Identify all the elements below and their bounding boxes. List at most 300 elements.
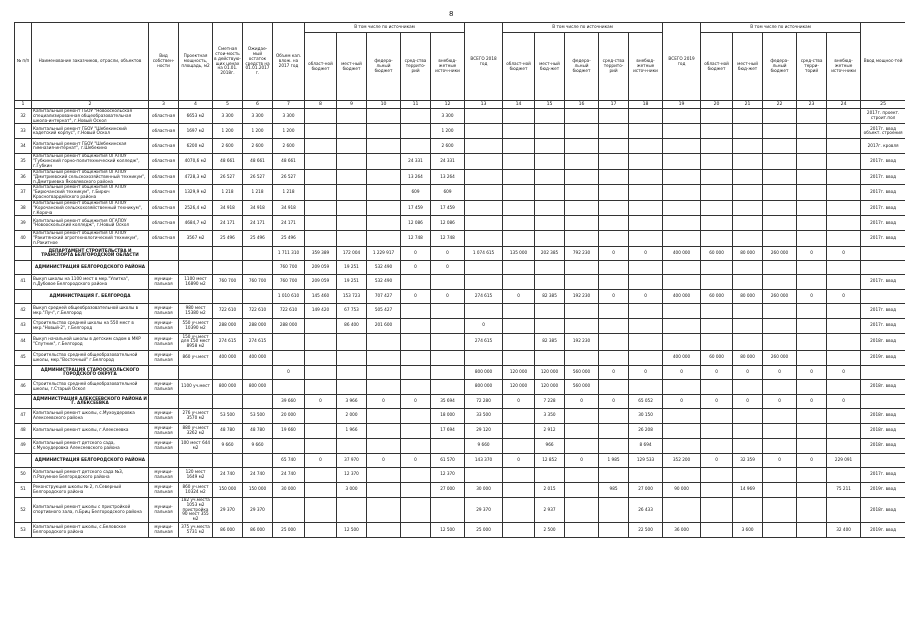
table-cell (337, 154, 367, 169)
table-cell: 0 (663, 365, 701, 379)
table-cell: 2017г. ввод (861, 154, 905, 169)
table-cell (535, 200, 565, 215)
table-cell (213, 394, 243, 408)
table-cell: 47 (15, 408, 32, 423)
table-cell (431, 365, 465, 379)
column-number: 2 (32, 101, 149, 109)
table-cell: 22 500 (629, 523, 663, 538)
table-cell: 39 (15, 216, 32, 231)
table-cell: 0 (663, 394, 701, 408)
table-cell (337, 333, 367, 350)
table-cell (599, 139, 629, 154)
table-cell (305, 497, 337, 522)
table-cell: 2017г. ввод (861, 303, 905, 318)
table-cell (305, 139, 337, 154)
table-cell (763, 467, 797, 482)
table-cell: муници-пальная (149, 497, 179, 522)
object-name-cell: Капитальный ремонт школы, г.Алексеевка (32, 423, 149, 438)
table-row (15, 154, 905, 169)
table-cell: 2 600 (273, 139, 305, 154)
col-num-header: № п/п (15, 23, 32, 101)
table-row (15, 231, 905, 246)
table-cell (367, 231, 401, 246)
table-cell: 0 (599, 246, 629, 260)
table-cell: 120 000 (503, 379, 535, 394)
table-cell (733, 467, 763, 482)
table-cell (337, 350, 367, 365)
table-cell (305, 169, 337, 184)
table-cell: 44 (15, 333, 32, 350)
object-name-cell: Капитальный ремонт ГБОУ "Шебекинская гимназия-интернат", г.Шебекино (32, 139, 149, 154)
object-name-cell: ДЕПАРТАМЕНТ СТРОИТЕЛЬСТВА И ТРАНСПОРТА БЕЛГОРОДСКОЙ ОБЛАСТИ (32, 246, 149, 260)
table-cell (503, 185, 535, 200)
table-cell (337, 231, 367, 246)
src-local-2019: мест-ный бюд-жет (733, 33, 763, 101)
table-cell: 985 (599, 482, 629, 497)
table-cell (535, 467, 565, 482)
table-cell (367, 139, 401, 154)
page-number: 8 (449, 10, 454, 18)
object-name-cell: Капитальный ремонт детского сада, с.Мухоудеровка Алексеевского района (32, 438, 149, 453)
table-cell (663, 109, 701, 124)
table-cell: 50 (15, 467, 32, 482)
table-cell (701, 139, 733, 154)
table-cell (861, 365, 905, 379)
table-cell (827, 185, 861, 200)
object-name-cell: Капитальный ремонт общежития ОГАПОУ "Губкинский горно-политехнический колледж", г.Губкин (32, 154, 149, 169)
src-territory-2018: сред-ства террито-рий (599, 33, 629, 101)
table-cell: 135 000 (503, 246, 535, 260)
table-cell (401, 423, 431, 438)
table-row (15, 467, 905, 482)
table-cell (599, 274, 629, 289)
table-cell: 48 661 (213, 154, 243, 169)
table-cell: 27 000 (431, 482, 465, 497)
table-row (15, 423, 905, 438)
table-cell (273, 333, 305, 350)
table-cell: 352 200 (663, 453, 701, 467)
table-cell: 550 уч.мест 10390 м2 (179, 318, 213, 333)
table-cell: 36 (15, 169, 32, 184)
table-cell (535, 169, 565, 184)
table-cell (465, 124, 503, 139)
table-cell: 0 (827, 394, 861, 408)
table-cell (827, 497, 861, 522)
table-cell (367, 200, 401, 215)
table-cell (763, 482, 797, 497)
table-cell (305, 200, 337, 215)
object-name-cell: Капитальный ремонт ГБОУ "Шебекинский кадетский корпус", г.Новый Оскол (32, 124, 149, 139)
src-offbudget-2017: внебюд-жетные источ-ники (431, 33, 465, 101)
table-cell: 4684,7 м2 (179, 216, 213, 231)
table-cell (797, 438, 827, 453)
table-cell: 276 уч.мест 3570 м2 (179, 408, 213, 423)
table-row (15, 185, 905, 200)
table-cell: 860 уч.мест (179, 350, 213, 365)
table-cell: 1100 уч.мест (179, 379, 213, 394)
table-cell (733, 379, 763, 394)
table-cell: 2017г. ввод (861, 185, 905, 200)
table-cell (465, 185, 503, 200)
table-cell (701, 231, 733, 246)
table-cell: 0 (431, 246, 465, 260)
table-cell (733, 231, 763, 246)
table-cell (401, 333, 431, 350)
table-cell: 45 (15, 350, 32, 365)
table-cell: 0 (503, 394, 535, 408)
table-cell: 274 615 (465, 333, 503, 350)
table-cell: 65 740 (273, 453, 305, 467)
table-cell (599, 200, 629, 215)
src-federal-2017: федера-льный бюджет (367, 33, 401, 101)
table-cell (213, 246, 243, 260)
table-row (15, 139, 905, 154)
table-cell: 6653 м2 (179, 109, 213, 124)
table-cell (565, 497, 599, 522)
table-cell (431, 303, 465, 318)
table-cell: 3 300 (273, 109, 305, 124)
table-cell: муници-пальная (149, 303, 179, 318)
table-cell (733, 124, 763, 139)
table-cell (565, 467, 599, 482)
table-cell (763, 260, 797, 274)
object-name-cell: Строительство средней общеобразовательной школы, мкр."Восточный" г.Белгород (32, 350, 149, 365)
table-cell (149, 453, 179, 467)
table-cell: 17 694 (431, 423, 465, 438)
table-cell (663, 260, 701, 274)
table-cell: 609 (401, 185, 431, 200)
src-oblast-2018: област-ной бюджет (503, 33, 535, 101)
table-cell (733, 438, 763, 453)
table-cell (763, 318, 797, 333)
table-cell: 2526,4 м2 (179, 200, 213, 215)
table-cell (629, 154, 663, 169)
column-number: 4 (179, 101, 213, 109)
table-cell (763, 231, 797, 246)
object-name-cell: Строительство средней школы на 550 мест в мкр."Новый-2", г.Белгород (32, 318, 149, 333)
table-row (15, 438, 905, 453)
table-cell (503, 318, 535, 333)
table-cell (305, 365, 337, 379)
table-cell (305, 124, 337, 139)
table-cell (367, 482, 401, 497)
table-cell: 52 (15, 497, 32, 522)
table-cell (337, 169, 367, 184)
table-cell: 40 (15, 231, 32, 246)
table-cell (565, 350, 599, 365)
table-cell (763, 154, 797, 169)
table-cell: 1 218 (213, 185, 243, 200)
table-cell (243, 453, 273, 467)
table-cell (763, 438, 797, 453)
table-cell: 0 (367, 394, 401, 408)
table-cell: муници-пальная (149, 423, 179, 438)
table-cell: 722 610 (213, 303, 243, 318)
table-cell: 3567 м2 (179, 231, 213, 246)
table-cell: 12 748 (401, 231, 431, 246)
table-cell (401, 109, 431, 124)
col-total-2018-header: ВСЕГО 2018 год (465, 23, 503, 101)
table-cell: 145 460 (305, 289, 337, 303)
table-cell: 760 700 (243, 274, 273, 289)
table-cell (503, 216, 535, 231)
table-cell: 192 230 (565, 333, 599, 350)
table-cell (305, 318, 337, 333)
table-cell (701, 379, 733, 394)
table-cell (827, 467, 861, 482)
table-cell: 0 (401, 246, 431, 260)
table-cell: 72 280 (465, 394, 503, 408)
table-cell: 120 мест 1649 м2 (179, 467, 213, 482)
table-cell: 1 711 310 (273, 246, 305, 260)
table-cell (465, 303, 503, 318)
table-cell (401, 482, 431, 497)
table-cell: 3 300 (431, 109, 465, 124)
section-row (15, 289, 905, 303)
object-name-cell: АДМИНИСТРАЦИЯ БЕЛГОРОДСКОГО РАЙОНА (32, 260, 149, 274)
table-cell (149, 394, 179, 408)
table-cell: 0 (273, 365, 305, 379)
table-cell (763, 139, 797, 154)
table-cell (535, 350, 565, 365)
table-cell (663, 231, 701, 246)
table-cell (733, 260, 763, 274)
table-cell (465, 169, 503, 184)
table-cell (565, 139, 599, 154)
table-cell: 35 (15, 154, 32, 169)
table-cell (629, 216, 663, 231)
table-cell (827, 200, 861, 215)
table-cell (565, 185, 599, 200)
table-cell (663, 185, 701, 200)
table-cell (663, 169, 701, 184)
column-number: 13 (465, 101, 503, 109)
table-cell: 1 200 (273, 124, 305, 139)
table-cell: 1329,9 м2 (179, 185, 213, 200)
table-cell: 24 171 (273, 216, 305, 231)
table-cell: 274 615 (243, 333, 273, 350)
table-cell (305, 154, 337, 169)
table-cell: 532 490 (367, 274, 401, 289)
column-number: 25 (861, 101, 905, 109)
table-cell (565, 260, 599, 274)
table-cell (797, 423, 827, 438)
table-cell (827, 318, 861, 333)
table-cell: 26 527 (243, 169, 273, 184)
table-cell (367, 365, 401, 379)
table-cell: 3 300 (213, 109, 243, 124)
table-cell (763, 200, 797, 215)
table-cell: 14 969 (733, 482, 763, 497)
table-cell (701, 154, 733, 169)
table-cell (367, 185, 401, 200)
table-cell: 288 000 (243, 318, 273, 333)
table-cell: 0 (367, 453, 401, 467)
table-row (15, 169, 905, 184)
table-cell: 9 660 (243, 438, 273, 453)
src-offbudget-2019: внебюд-жетные источ-ники (827, 33, 861, 101)
table-cell: муници-пальная (149, 408, 179, 423)
table-cell (305, 185, 337, 200)
table-cell: 0 (401, 394, 431, 408)
table-cell: 42 (15, 303, 32, 318)
table-cell (827, 124, 861, 139)
table-cell: 1100 мест 16890 м2 (179, 274, 213, 289)
table-cell: 29 370 (465, 497, 503, 522)
table-cell (503, 423, 535, 438)
table-cell (465, 154, 503, 169)
table-cell: 201 600 (367, 318, 401, 333)
table-cell (367, 467, 401, 482)
table-cell: 34 918 (273, 200, 305, 215)
table-cell (663, 497, 701, 522)
table-cell (763, 169, 797, 184)
table-cell (465, 200, 503, 215)
table-cell (367, 523, 401, 538)
table-cell (565, 523, 599, 538)
table-cell: 505 427 (367, 303, 401, 318)
table-cell (827, 350, 861, 365)
table-cell (305, 216, 337, 231)
table-cell: 0 (763, 394, 797, 408)
table-cell: 359 389 (305, 246, 337, 260)
table-cell (337, 216, 367, 231)
table-cell (701, 497, 733, 522)
table-cell (797, 124, 827, 139)
src-territory-2017: сред-ства террито-рий (401, 33, 431, 101)
table-cell: 86 000 (213, 523, 243, 538)
table-cell (273, 438, 305, 453)
table-cell: 13 264 (431, 169, 465, 184)
table-cell: 25 000 (465, 523, 503, 538)
table-cell: 150 000 (213, 482, 243, 497)
table-cell (535, 154, 565, 169)
table-row (15, 350, 905, 365)
table-cell: 60 000 (701, 246, 733, 260)
table-cell: 760 700 (273, 274, 305, 289)
table-cell (401, 350, 431, 365)
table-cell (599, 303, 629, 318)
table-cell (701, 333, 733, 350)
group-sources-2019: В том числе по источникам (701, 23, 861, 33)
column-number: 12 (431, 101, 465, 109)
table-cell: 29 370 (213, 497, 243, 522)
table-cell: 0 (305, 394, 337, 408)
table-cell (503, 438, 535, 453)
table-cell: муници-пальная (149, 523, 179, 538)
col-name-header: Наименование заказчиков, отрасли, объектов (32, 23, 149, 101)
table-cell: 35 694 (431, 394, 465, 408)
table-cell (401, 408, 431, 423)
table-cell: 2018г. ввод (861, 333, 905, 350)
table-cell (663, 303, 701, 318)
table-cell: 2019г. ввод (861, 523, 905, 538)
object-name-cell: Капитальный ремонт школы, с.Мухоудеровка Алексеевского района (32, 408, 149, 423)
table-cell: 375 уч.места 5731 м2 (179, 523, 213, 538)
table-cell (565, 303, 599, 318)
table-row (15, 408, 905, 423)
table-cell: муници-пальная (149, 467, 179, 482)
table-cell: 53 500 (243, 408, 273, 423)
table-cell: 27 000 (629, 482, 663, 497)
table-cell: 0 (305, 453, 337, 467)
col-volume-2017-header: Объем кап. влож. на 2017 год (273, 23, 305, 101)
column-number: 16 (565, 101, 599, 109)
table-cell (663, 467, 701, 482)
table-cell: 120 000 (535, 379, 565, 394)
table-cell (663, 216, 701, 231)
table-cell (701, 260, 733, 274)
table-cell: 4728,3 м2 (179, 169, 213, 184)
table-cell: 792 230 (565, 246, 599, 260)
table-cell: 0 (629, 246, 663, 260)
table-cell (827, 216, 861, 231)
table-cell (827, 109, 861, 124)
table-cell: 12 370 (337, 467, 367, 482)
column-number: 6 (243, 101, 273, 109)
table-cell: 82 385 (535, 289, 565, 303)
table-cell (861, 289, 905, 303)
table-cell: 400 000 (663, 350, 701, 365)
table-cell (797, 523, 827, 538)
table-cell: областная (149, 216, 179, 231)
table-cell (701, 438, 733, 453)
table-cell (733, 408, 763, 423)
table-cell: областная (149, 231, 179, 246)
table-cell: 880 уч.мест 3262 м2 (179, 423, 213, 438)
section-row (15, 365, 905, 379)
table-cell: 61 570 (431, 453, 465, 467)
table-cell (465, 350, 503, 365)
col-capacity-header: Проектная мощность, площадь, м2 (179, 23, 213, 101)
table-cell (503, 274, 535, 289)
table-cell (503, 169, 535, 184)
table-cell (763, 124, 797, 139)
table-cell (733, 139, 763, 154)
table-cell (337, 139, 367, 154)
object-name-cell: Капитальный ремонт общежития ОГАПОУ "Дмитриевский сельскохозяйственный техникум", п.Дмитриевка Яковлевского района (32, 169, 149, 184)
table-cell (179, 394, 213, 408)
table-cell: 3 000 (337, 482, 367, 497)
table-cell (861, 453, 905, 467)
table-cell (305, 109, 337, 124)
column-number: 18 (629, 101, 663, 109)
table-cell: 182 уч.места 1053 м2 пристройка 90 мест 355 м2 (179, 497, 213, 522)
object-name-cell: Капитальный ремонт общежития ОГАПОУ "Корочанский сельскохозяйственный техникум", г.Короча (32, 200, 149, 215)
column-number: 19 (663, 101, 701, 109)
table-cell: 24 171 (243, 216, 273, 231)
table-cell: 17 459 (401, 200, 431, 215)
table-cell: 0 (431, 289, 465, 303)
src-local-2017: мест-ный бюджет (337, 33, 367, 101)
table-cell: 13 264 (401, 169, 431, 184)
table-cell (431, 379, 465, 394)
table-cell: 2 912 (535, 423, 565, 438)
table-cell (629, 231, 663, 246)
table-cell: 1 200 (213, 124, 243, 139)
table-cell: 260 000 (763, 289, 797, 303)
table-cell: 0 (503, 453, 535, 467)
table-cell: 2019г. ввод (861, 482, 905, 497)
table-cell: 149 420 (305, 303, 337, 318)
table-cell: 2 600 (243, 139, 273, 154)
table-cell (535, 318, 565, 333)
table-cell: 60 000 (701, 289, 733, 303)
table-cell: 34 (15, 139, 32, 154)
table-cell (401, 438, 431, 453)
table-cell (565, 216, 599, 231)
table-cell: 17 459 (431, 200, 465, 215)
